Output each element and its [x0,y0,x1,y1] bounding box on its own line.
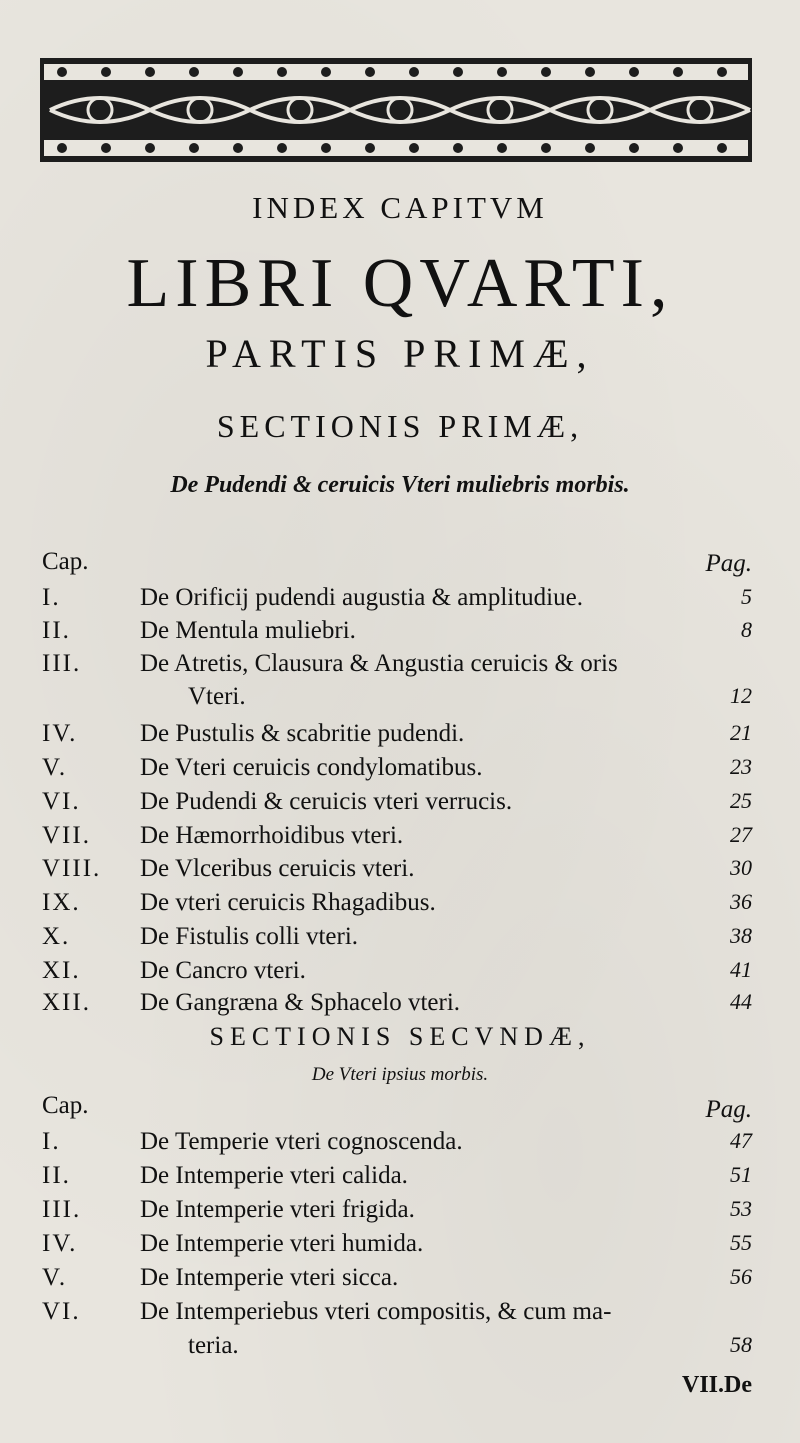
toc-row [0,1128,800,1162]
chapter-title: De Vteri ceruicis condylomatibus. [140,754,483,781]
page-number: 30 [730,855,752,880]
toc-row [0,1230,800,1264]
toc-row [0,720,800,754]
page-number: 5 [741,584,752,609]
chapter-title: De Mentula muliebri. [140,617,356,644]
section2-title: SECTIONIS SECVNDÆ, [209,1022,591,1051]
toc-row [0,957,800,991]
toc-row [0,855,800,889]
chapter-number: XII. [42,989,91,1016]
page-number: 38 [730,923,752,948]
chapter-title: teria. [188,1332,239,1359]
toc-row [0,923,800,957]
section-subtitle: De Pudendi & ceruicis Vteri muliebris morbis. [170,472,630,498]
page-number: 21 [730,720,752,745]
chapter-title: De Intemperie vteri frigida. [140,1196,415,1223]
chapter-number: I. [42,584,61,611]
chapter-number: VIII. [42,855,102,882]
toc-row [0,1264,800,1298]
part-title: PARTIS PRIMÆ, [205,331,595,376]
section-title: SECTIONIS PRIMÆ, [216,408,584,444]
toc-row [0,822,800,856]
chapter-number: V. [42,754,68,781]
page-number: 41 [730,957,752,982]
toc-row [0,1332,800,1366]
toc-row [0,788,800,822]
toc-row [0,1162,800,1196]
ornament-headpiece [40,58,752,162]
page-number: 55 [730,1230,752,1255]
page-number: 25 [730,788,752,813]
chapter-title: De Gangræna & Sphacelo vteri. [140,989,461,1016]
toc-row [0,617,800,651]
toc-row [0,1196,800,1230]
chapter-number: XI. [42,957,81,984]
cap-label: Cap. [42,1092,89,1119]
toc-row [0,584,800,618]
chapter-number: V. [42,1264,68,1291]
chapter-number: IX. [42,889,81,916]
cap-label: Cap. [42,548,89,575]
page-number: 58 [730,1332,752,1357]
page-number: 53 [730,1196,752,1221]
chapter-title: De Cancro vteri. [140,957,306,984]
chapter-title: De Pudendi & ceruicis vteri verrucis. [140,788,513,815]
chapter-title: De Fistulis colli vteri. [140,923,359,950]
pag-label: Pag. [705,550,752,577]
chapter-title: De Intemperie vteri humida. [140,1230,424,1257]
toc-row [0,889,800,923]
chapter-title: Vteri. [188,683,246,710]
chapter-number: II. [42,1162,71,1189]
toc-row [0,650,800,684]
index-title: INDEX CAPITVM [252,190,548,225]
chapter-number: IV. [42,1230,78,1257]
catchword: VII.De [682,1372,752,1398]
chapter-number: II. [42,617,71,644]
chapter-title: De vteri ceruicis Rhagadibus. [140,889,436,916]
chapter-number: I. [42,1128,61,1155]
chapter-number: VI. [42,788,81,815]
chapter-number: III. [42,650,82,677]
chapter-title: De Hæmorrhoidibus vteri. [140,822,404,849]
page-number: 8 [741,617,752,642]
chapter-title: De Intemperie vteri calida. [140,1162,408,1189]
chapter-title: De Atretis, Clausura & Angustia ceruicis & oris [140,650,618,677]
page-number: 51 [730,1162,752,1187]
chapter-title: De Vlceribus ceruicis vteri. [140,855,415,882]
chapter-title: De Orificij pudendi augustia & amplitudiue. [140,584,583,611]
chapter-number: VI. [42,1298,81,1325]
pag-label: Pag. [705,1096,752,1123]
chapter-title: De Pustulis & scabritie pudendi. [140,720,465,747]
page-number: 47 [730,1128,752,1153]
page-number: 23 [730,754,752,779]
toc-row [0,989,800,1023]
book-title: LIBRI QVARTI, [126,245,674,322]
chapter-number: VII. [42,822,91,849]
chapter-number: IV. [42,720,78,747]
toc-row [0,683,800,717]
chapter-title: De Intemperie vteri sicca. [140,1264,399,1291]
chapter-number: X. [42,923,71,950]
chapter-number: III. [42,1196,82,1223]
page-number: 44 [730,989,752,1014]
page-number: 36 [730,889,752,914]
toc-row [0,754,800,788]
page-number: 27 [730,822,752,847]
chapter-title: De Intemperiebus vteri compositis, & cum ma- [140,1298,612,1325]
toc-row [0,1298,800,1332]
chapter-title: De Temperie vteri cognoscenda. [140,1128,463,1155]
page-number: 56 [730,1264,752,1289]
page-number: 12 [730,683,752,708]
section2-subtitle: De Vteri ipsius morbis. [311,1064,489,1085]
